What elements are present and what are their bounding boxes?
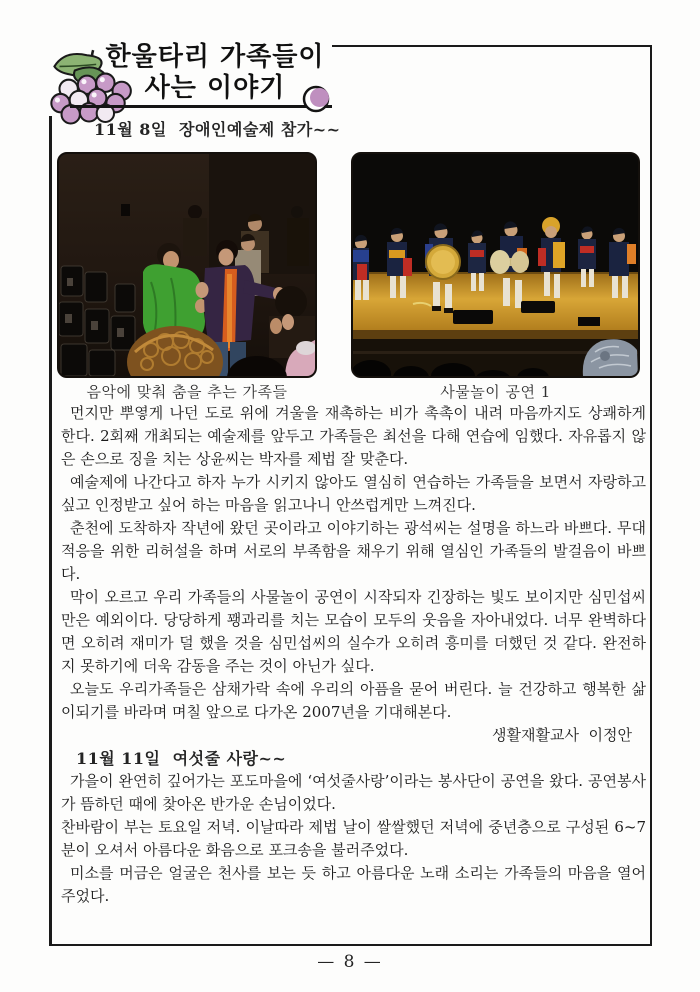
section2-date-heading: 11월 11일 여섯줄 사랑~~: [76, 749, 287, 768]
photo-dancing-families: [57, 152, 317, 378]
article-body: [61, 402, 646, 908]
section2-paragraph-2: 찬바람이 부는 토요일 저녁. 이날따라 제법 날이 쌀쌀했던 저녁에 중년층으로 구성된 6~7분이 오셔서 아름다운 화음으로 포크송을 불러주었다.: [61, 818, 646, 859]
section2-paragraph-3: 미소를 머금은 얼굴은 천사를 보는 듯 하고 아름다운 노래 소리는 가족들의 마음을 열어주었다.: [61, 864, 646, 905]
title-underline: [70, 105, 332, 108]
newsletter-title: [96, 42, 334, 104]
newsletter-title-line1: 한울타리 가족들이: [105, 42, 325, 72]
frame-border-left: [49, 116, 52, 944]
section1-author-signature: 생활재활교사 이정안: [492, 726, 632, 744]
caption-dancing-families: 음악에 맞춰 춤을 추는 가족들: [86, 383, 288, 401]
section1-paragraph-5: 오늘도 우리가족들은 삼채가락 속에 우리의 아픔을 묻어 버린다. 늘 건강하고 행복한 삶이되기를 바라며 며칠 앞으로 다가온 2007년을 기대해본다.: [61, 680, 646, 721]
newsletter-title-line2: 사는 이야기: [144, 73, 286, 103]
section1-paragraph-2: 예술제에 나간다고 하자 누가 시키지 않아도 열심히 연습하는 가족들을 보면서 자랑하고 싶고 인정받고 싶어 하는 마음을 읽고나니 안쓰럽게만 느껴진다.: [61, 473, 646, 514]
caption-samulnori: 사물놀이 공연 1: [440, 383, 551, 401]
page-number: — 8 —: [317, 952, 383, 972]
section1-date-heading: 11월 8일 장애인예술제 참가~~: [94, 120, 341, 139]
section1-paragraph-1: 먼지만 뿌옇게 나던 도로 위에 겨울을 재촉하는 비가 촉촉이 내려 마음까지도 상쾌하게 한다. 2회째 개최되는 예술제를 앞두고 가족들은 최선을 다해 연습에 임했다. 자유롭지 않은 손으로 징을 치는 상윤씨는 박자를 제법 잘 맞춘다.: [61, 404, 646, 468]
section1-paragraph-4: 막이 오르고 우리 가족들의 사물놀이 공연이 시작되자 긴장하는 빛도 보이지만 심민섭씨만은 예외이다. 당당하게 꽹과리를 치는 모습이 모두의 웃음을 자아내었다. 너무 완벽하다면 오히려 재미가 덜 했을 것을 심민섭씨의 실수가 오히려 흥미를 더했던 것 같다. 완전하지 못하기에 더욱 감동을 주는 것이 아닌가 싶다.: [61, 588, 646, 675]
section2-paragraph-1: 가을이 완연히 깊어가는 포도마을에 ‘여섯줄사랑’이라는 봉사단이 공연을 왔다. 공연봉사가 뜸하던 때에 찾아온 반가운 손님이었다.: [61, 772, 646, 813]
section1-paragraph-3: 춘천에 도착하자 작년에 왔던 곳이라고 이야기하는 광석씨는 설명을 하느라 바쁘다. 무대 적응을 위한 리허설을 하며 서로의 부족함을 채우기 위해 열심인 가족들의 발걸음이 바쁘다.: [61, 519, 646, 583]
frame-border-bottom: [49, 944, 652, 946]
grape-bullet-icon: [301, 84, 335, 114]
frame-border-right: [650, 45, 652, 946]
frame-border-top: [332, 45, 652, 47]
photo-samulnori-performance: [351, 152, 640, 378]
